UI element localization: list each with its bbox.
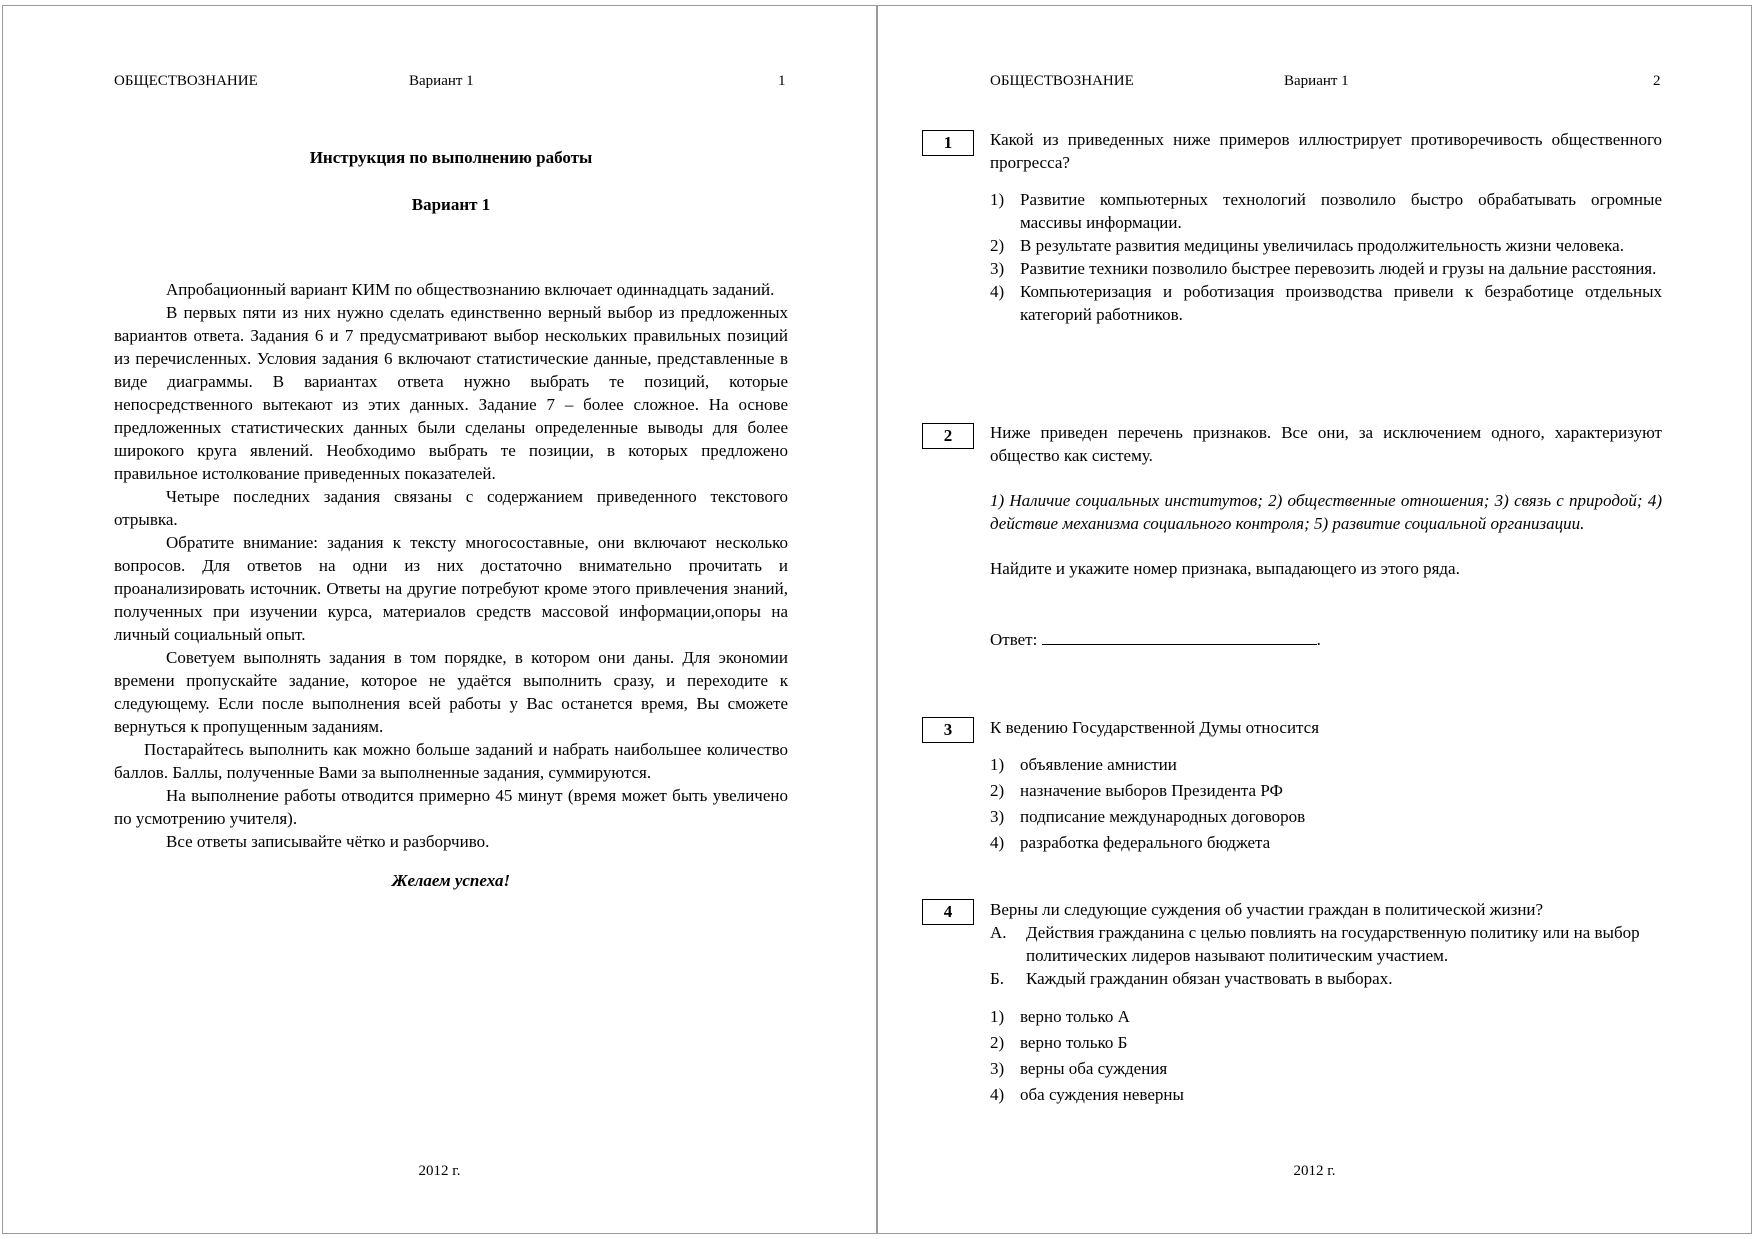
judgement-b: Б. Каждый гражданин обязан участвовать в выборах. (990, 969, 1393, 988)
task-question: Верны ли следующие суждения об участии граждан в политической жизни? (990, 900, 1544, 919)
task-number-box: 2 (922, 423, 974, 449)
task-number-box: 1 (922, 130, 974, 156)
header-variant: Вариант 1 (409, 73, 474, 89)
option-item[interactable]: 1) Развитие компьютерных технологий позволило быстро обрабатывать огромные массивы информации. (990, 190, 1662, 232)
paragraph: Апробационный вариант КИМ по обществознанию включает одиннадцать заданий. (166, 280, 775, 299)
option-item[interactable]: 2) В результате развития медицины увеличилась продолжительность жизни человека. (990, 236, 1624, 255)
paragraph: Все ответы записывайте чётко и разборчиво. (166, 832, 490, 851)
answer-end: . (1316, 630, 1321, 649)
option-item[interactable]: 2) верно только Б (990, 1033, 1128, 1052)
option-item[interactable]: 4) разработка федерального бюджета (990, 833, 1271, 852)
option-item[interactable]: 3) Развитие техники позволило быстрее перевозить людей и грузы на дальние расстояния. (990, 259, 1657, 278)
instruction-title: Инструкция по выполнению работы (309, 148, 593, 167)
option-item[interactable]: 1) верно только А (990, 1007, 1130, 1026)
task-question: Какой из приведенных ниже примеров иллюстрирует противоречивость общественного прогресса? (990, 130, 1662, 172)
answer-label: Ответ: (990, 630, 1038, 649)
option-item[interactable]: 4) Компьютеризация и роботизация производства привели к безработице отдельных категорий работников. (990, 282, 1662, 324)
header-page-number: 2 (1653, 73, 1661, 89)
task-question: Ниже приведен перечень признаков. Все они, за исключением одного, характеризуют общество как систему. (990, 423, 1662, 465)
task-number-box: 4 (922, 899, 974, 925)
paragraph: Советуем выполнять задания в том порядке, в котором они даны. Для экономии времени пропускайте задание, которое не удаётся выполнить сразу, и переходите к следующему. Если после выполнения всей работы у Вас останется время, Вы сможете вернуться к пропущенным заданиям. (114, 648, 788, 736)
header-subject: ОБЩЕСТВОЗНАНИЕ (114, 73, 258, 89)
header-page-number: 1 (778, 73, 786, 89)
task-number-box: 3 (922, 717, 974, 743)
task-instruction: Найдите и укажите номер признака, выпадающего из этого ряда. (990, 559, 1460, 578)
option-item[interactable]: 1) объявление амнистии (990, 755, 1177, 774)
page-left (2, 5, 877, 1234)
option-item[interactable]: 3) верны оба суждения (990, 1059, 1168, 1078)
paragraph: В первых пяти из них нужно сделать единственно верный выбор из предложенных вариантов ответа. Задания 6 и 7 предусматривают выбор нескольких правильных позиций из перечисленных. Условия задания 6 включают статистические данные, представленные в виде диаграммы. В вариантах ответа нужно выбрать те позиций, которые непосредственного вытекают из этих данных. Задание 7 – более сложное. На основе предложенных статистических данных были сделаны определенные выводы для более широкого круга явлений. Необходимо выбрать те позиции, в которых предложено правильное истолкование приведенных показателей. (114, 303, 788, 483)
answer-row (990, 628, 1662, 651)
footer-year: 2012 г. (1293, 1163, 1336, 1179)
instruction-subtitle: Вариант 1 (411, 195, 491, 214)
page-right (877, 5, 1752, 1234)
header-subject: ОБЩЕСТВОЗНАНИЕ (990, 73, 1134, 89)
options-list (990, 188, 1662, 326)
answer-field[interactable] (1042, 628, 1317, 645)
paragraph: Обратите внимание: задания к тексту многосоставные, они включают несколько вопросов. Для ответов на одни из них достаточно внимательно прочитать и проанализировать источник. Ответы на другие потребуют кроме этого привлечения знаний, полученных при изучении курса, материалов средств массовой информации,опоры на личный социальный опыт. (114, 533, 788, 644)
task-question: К ведению Государственной Думы относится (990, 718, 1320, 737)
judgement-a: А. Действия гражданина с целью повлиять на государственную политику или на выбор политических лидеров называют политическим участием. (990, 923, 1640, 965)
option-item[interactable]: 2) назначение выборов Президента РФ (990, 781, 1283, 800)
option-item[interactable]: 4) оба суждения неверны (990, 1085, 1184, 1104)
instruction-block (114, 146, 788, 892)
option-item[interactable]: 3) подписание международных договоров (990, 807, 1306, 826)
features-list: 1) Наличие социальных институтов; 2) общественные отношения; 3) связь с природой; 4) действие механизма социального контроля; 5) развитие социальной организации. (990, 491, 1662, 533)
paragraph: Постарайтесь выполнить как можно больше заданий и набрать наибольшее количество баллов. Баллы, полученные Вами за выполненные задания, суммируются. (114, 740, 788, 782)
options-list (990, 1004, 1662, 1108)
paragraph: На выполнение работы отводится примерно 45 минут (время может быть увеличено по усмотрению учителя). (114, 786, 788, 828)
paragraph: Четыре последних задания связаны с содержанием приведенного текстового отрывка. (114, 487, 788, 529)
options-list (990, 752, 1662, 856)
footer-year: 2012 г. (418, 1163, 461, 1179)
closing-wish: Желаем успеха! (391, 871, 511, 890)
header-variant: Вариант 1 (1284, 73, 1349, 89)
